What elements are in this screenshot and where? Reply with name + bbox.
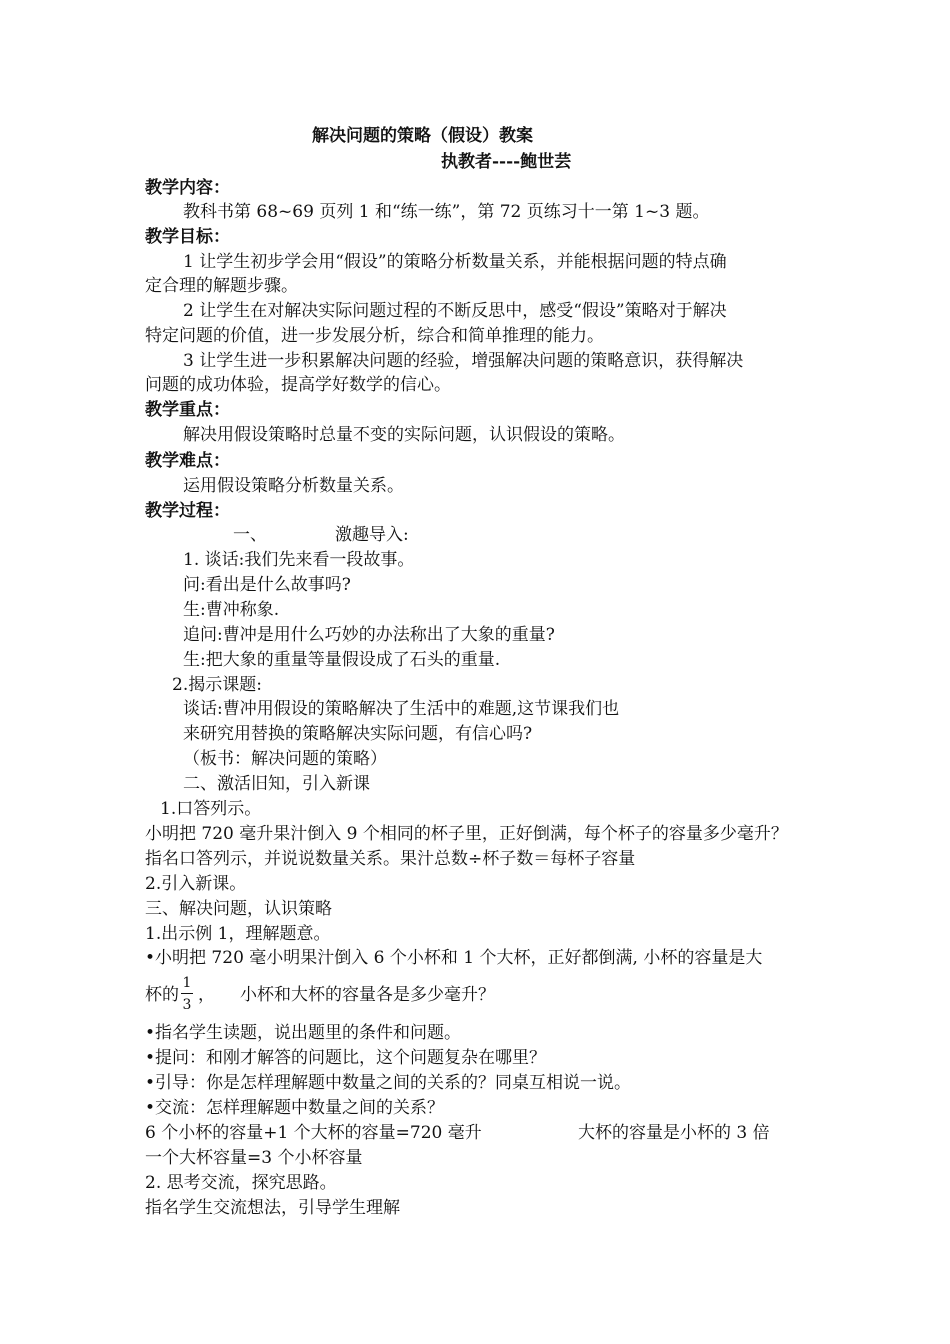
goal-2-line-2: 特定问题的价值，进一步发展分析，综合和简单推理的能力。 <box>145 326 604 346</box>
para-answer-1: 生:曹冲称象. <box>183 600 280 620</box>
para-talk-2-line-2: 来研究用替换的策略解决实际问题，有信心吗? <box>183 724 533 744</box>
para-question: 问:看出是什么故事吗? <box>183 575 351 595</box>
fraction-numerator: 1 <box>182 975 192 991</box>
para-problem-line-2-start: 杯的 <box>145 985 179 1005</box>
para-read-problem: •指名学生读题，说出题里的条件和问题。 <box>145 1023 462 1043</box>
section-3-title: 三、解决问题，认识策略 <box>145 899 332 919</box>
para-think-exchange: 2. 思考交流，探究思路。 <box>145 1173 337 1193</box>
para-problem-line-2-end: 小杯和大杯的容量各是多少毫升？ <box>240 985 495 1005</box>
para-equation-3: 一个大杯容量=3 个小杯容量 <box>145 1148 363 1168</box>
para-problem-line-1: •小明把 720 毫小明果汁倒入 6 个小杯和 1 个大杯，正好都倒满, 小杯的容量是大 <box>145 948 763 968</box>
difficulty-text: 运用假设策略分析数量关系。 <box>183 476 404 496</box>
document-author: 执教者----鲍世芸 <box>441 152 572 172</box>
para-juice-problem: 小明把 720 毫升果汁倒入 9 个相同的杯子里，正好倒满，每个杯子的容量多少毫升？ <box>145 824 788 844</box>
process-heading: 教学过程： <box>145 501 230 521</box>
para-ask: •提问：和刚才解答的问题比，这个问题复杂在哪里？ <box>145 1048 547 1068</box>
para-talk-2-line-1: 谈话:曹冲用假设的策略解决了生活中的难题,这节课我们也 <box>183 699 620 719</box>
goal-1-line-1: 1 让学生初步学会用“假设”的策略分析数量关系，并能根据问题的特点确 <box>183 252 727 272</box>
para-intro-new: 2.引入新课。 <box>145 874 247 894</box>
para-problem-line-2-comma: ， <box>198 985 215 1005</box>
para-exchange: •交流：怎样理解题中数量之间的关系？ <box>145 1098 445 1118</box>
para-answer-2: 生:把大象的重量等量假设成了石头的重量. <box>183 650 501 670</box>
content-text: 教科书第 68~69 页列 1 和“练一练”，第 72 页练习十一第 1~3 题。 <box>183 202 710 222</box>
para-follow-up: 追问:曹冲是用什么巧妙的办法称出了大象的重量? <box>183 625 555 645</box>
goal-3-line-1: 3 让学生进一步积累解决问题的经验，增强解决问题的策略意识，获得解决 <box>183 351 744 371</box>
section-1-title: 激趣导入: <box>335 525 409 545</box>
section-1-number: 一、 <box>233 525 267 545</box>
document-title: 解决问题的策略（假设）教案 <box>312 126 533 146</box>
fraction-bar <box>181 993 193 994</box>
para-relation: 指名口答列示，并说说数量关系。果汁总数÷杯子数＝每杯子容量 <box>145 849 636 869</box>
para-guide: •引导：你是怎样理解题中数量之间的关系的？同桌互相说一说。 <box>145 1073 632 1093</box>
difficulty-heading: 教学难点： <box>145 451 230 471</box>
key-point-text: 解决用假设策略时总量不变的实际问题，认识假设的策略。 <box>183 425 625 445</box>
goal-3-line-2: 问题的成功体验，提高学好数学的信心。 <box>145 375 451 395</box>
fraction-denominator: 3 <box>182 997 192 1013</box>
para-talk: 1. 谈话:我们先来看一段故事。 <box>183 550 415 570</box>
key-point-heading: 教学重点： <box>145 400 230 420</box>
para-board-note: （板书：解决问题的策略） <box>183 749 387 769</box>
para-reveal-topic: 2.揭示课题: <box>172 675 262 695</box>
section-2-title: 二、激活旧知，引入新课 <box>183 774 370 794</box>
goal-2-line-1: 2 让学生在对解决实际问题过程的不断反思中，感受“假设”策略对于解决 <box>183 301 727 321</box>
goal-1-line-2: 定合理的解题步骤。 <box>145 276 298 296</box>
para-example-1: 1.出示例 1，理解题意。 <box>145 924 331 944</box>
para-oral-list: 1.口答列示。 <box>160 799 262 819</box>
para-student-ideas: 指名学生交流想法，引导学生理解 <box>145 1198 400 1218</box>
para-equation-1: 6 个小杯的容量+1 个大杯的容量=720 毫升 <box>145 1123 482 1143</box>
content-heading: 教学内容： <box>145 178 230 198</box>
para-equation-2: 大杯的容量是小杯的 3 倍 <box>578 1123 770 1143</box>
goals-heading: 教学目标： <box>145 227 230 247</box>
